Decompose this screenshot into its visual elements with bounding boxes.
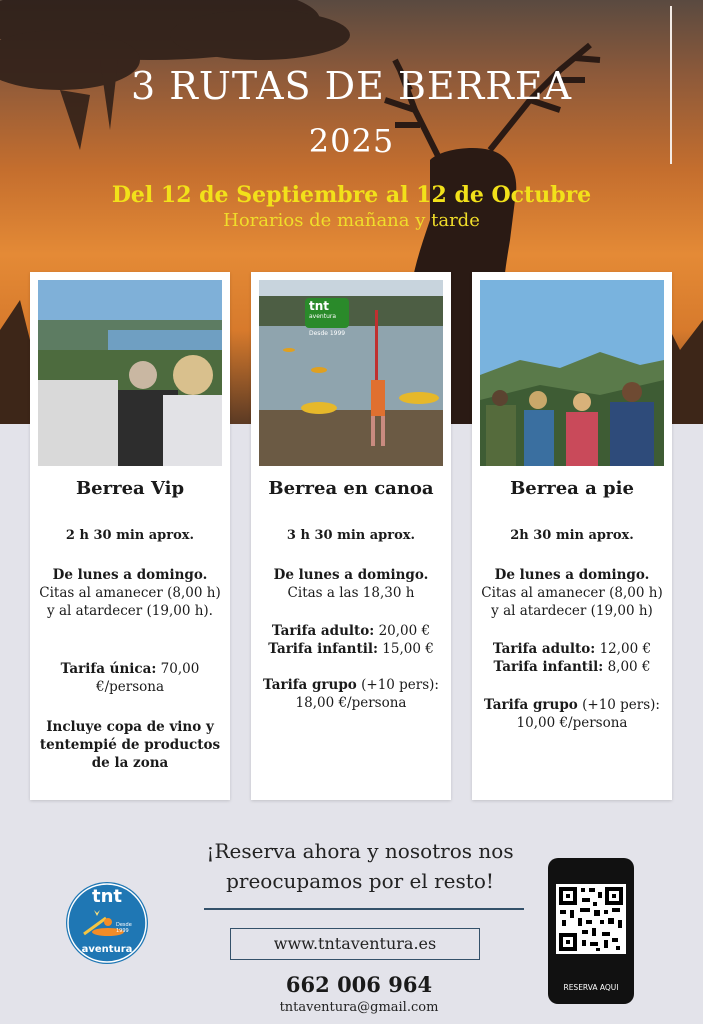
group-rate-value: 18,00 €/persona bbox=[295, 695, 407, 711]
card-title: Berrea a pie bbox=[510, 478, 634, 499]
card-days: De lunes a domingo. bbox=[494, 567, 650, 583]
right-margin-strip bbox=[703, 0, 717, 1024]
adult-rate-label: Tarifa adulto: bbox=[271, 623, 375, 639]
footer-divider bbox=[204, 908, 524, 910]
child-rate-label: Tarifa infantil: bbox=[493, 659, 604, 675]
photo-logo-subtext: aventura bbox=[309, 313, 337, 320]
group-rate-value: 10,00 €/persona bbox=[516, 715, 628, 731]
card-title: Berrea en canoa bbox=[268, 478, 434, 499]
child-rate-value: 8,00 € bbox=[607, 659, 651, 675]
card-duration: 3 h 30 min aprox. bbox=[286, 528, 416, 543]
child-rate-value: 15,00 € bbox=[382, 641, 434, 657]
phone-number[interactable]: 662 006 964 bbox=[285, 972, 433, 997]
child-rate-label: Tarifa infantil: bbox=[268, 641, 378, 657]
card-group-rate bbox=[257, 676, 445, 712]
card-days: De lunes a domingo. bbox=[52, 567, 208, 583]
card-rate bbox=[36, 660, 224, 696]
card-times: Citas a las 18,30 h bbox=[287, 585, 415, 601]
card-days: De lunes a domingo. bbox=[273, 567, 429, 583]
tnt-aventura-logo bbox=[66, 882, 148, 964]
card-schedule bbox=[478, 566, 666, 620]
page-title: 3 RUTAS DE BERREA bbox=[130, 64, 573, 108]
card-times: Citas al amanecer (8,00 h) y al atardecer (19,00 h). bbox=[39, 585, 221, 619]
route-card-vip[interactable] bbox=[30, 272, 230, 800]
logo-bottom-text: aventura bbox=[81, 944, 133, 955]
route-card-pie[interactable] bbox=[472, 272, 672, 800]
schedule-note: Horarios de mañana y tarde bbox=[223, 210, 480, 231]
logo-top-text: tnt bbox=[91, 886, 123, 907]
group-rate-note: (+10 pers): bbox=[361, 677, 439, 693]
vip-photo bbox=[38, 280, 222, 466]
group-rate-label: Tarifa grupo bbox=[263, 677, 357, 693]
adult-rate-value: 12,00 € bbox=[599, 641, 652, 657]
photo-logo-text: tnt bbox=[309, 299, 330, 313]
card-rates bbox=[478, 640, 666, 676]
card-duration: 2 h 30 min aprox. bbox=[65, 528, 195, 543]
adult-rate-label: Tarifa adulto: bbox=[492, 641, 596, 657]
adult-rate-value: 20,00 € bbox=[378, 623, 431, 639]
card-rates bbox=[257, 622, 445, 658]
group-rate-label: Tarifa grupo bbox=[484, 697, 578, 713]
card-times: Citas al amanecer (8,00 h) y al atardecer (19,00 h) bbox=[481, 585, 663, 619]
canoa-photo bbox=[259, 280, 443, 466]
rate-value: 70,00 €/persona bbox=[95, 661, 200, 695]
pie-photo bbox=[480, 280, 664, 466]
card-schedule bbox=[36, 566, 224, 620]
card-extra: Incluye copa de vino y tentempié de productos de la zona bbox=[39, 719, 221, 771]
qr-code-icon[interactable] bbox=[556, 884, 626, 954]
tagline: ¡Reserva ahora y nosotros nos preocupamos por el resto! bbox=[206, 839, 514, 893]
photo-logo-since: Desde 1999 bbox=[309, 330, 346, 337]
website-link[interactable]: www.tntaventura.es bbox=[230, 928, 480, 960]
logo-since-text: Desde 1999 bbox=[116, 922, 132, 934]
group-rate-note: (+10 pers): bbox=[582, 697, 660, 713]
date-range: Del 12 de Septiembre al 12 de Octubre bbox=[111, 182, 592, 208]
email-address[interactable]: tntaventura@gmail.com bbox=[279, 1000, 439, 1015]
card-duration: 2h 30 min aprox. bbox=[510, 528, 634, 543]
route-card-canoa[interactable] bbox=[251, 272, 451, 800]
qr-label: RESERVA AQUI bbox=[563, 983, 619, 992]
card-title: Berrea Vip bbox=[75, 478, 185, 499]
card-schedule bbox=[257, 566, 445, 602]
rate-label: Tarifa única: bbox=[60, 661, 157, 677]
card-group-rate bbox=[478, 696, 666, 732]
page-year: 2025 bbox=[308, 122, 395, 160]
